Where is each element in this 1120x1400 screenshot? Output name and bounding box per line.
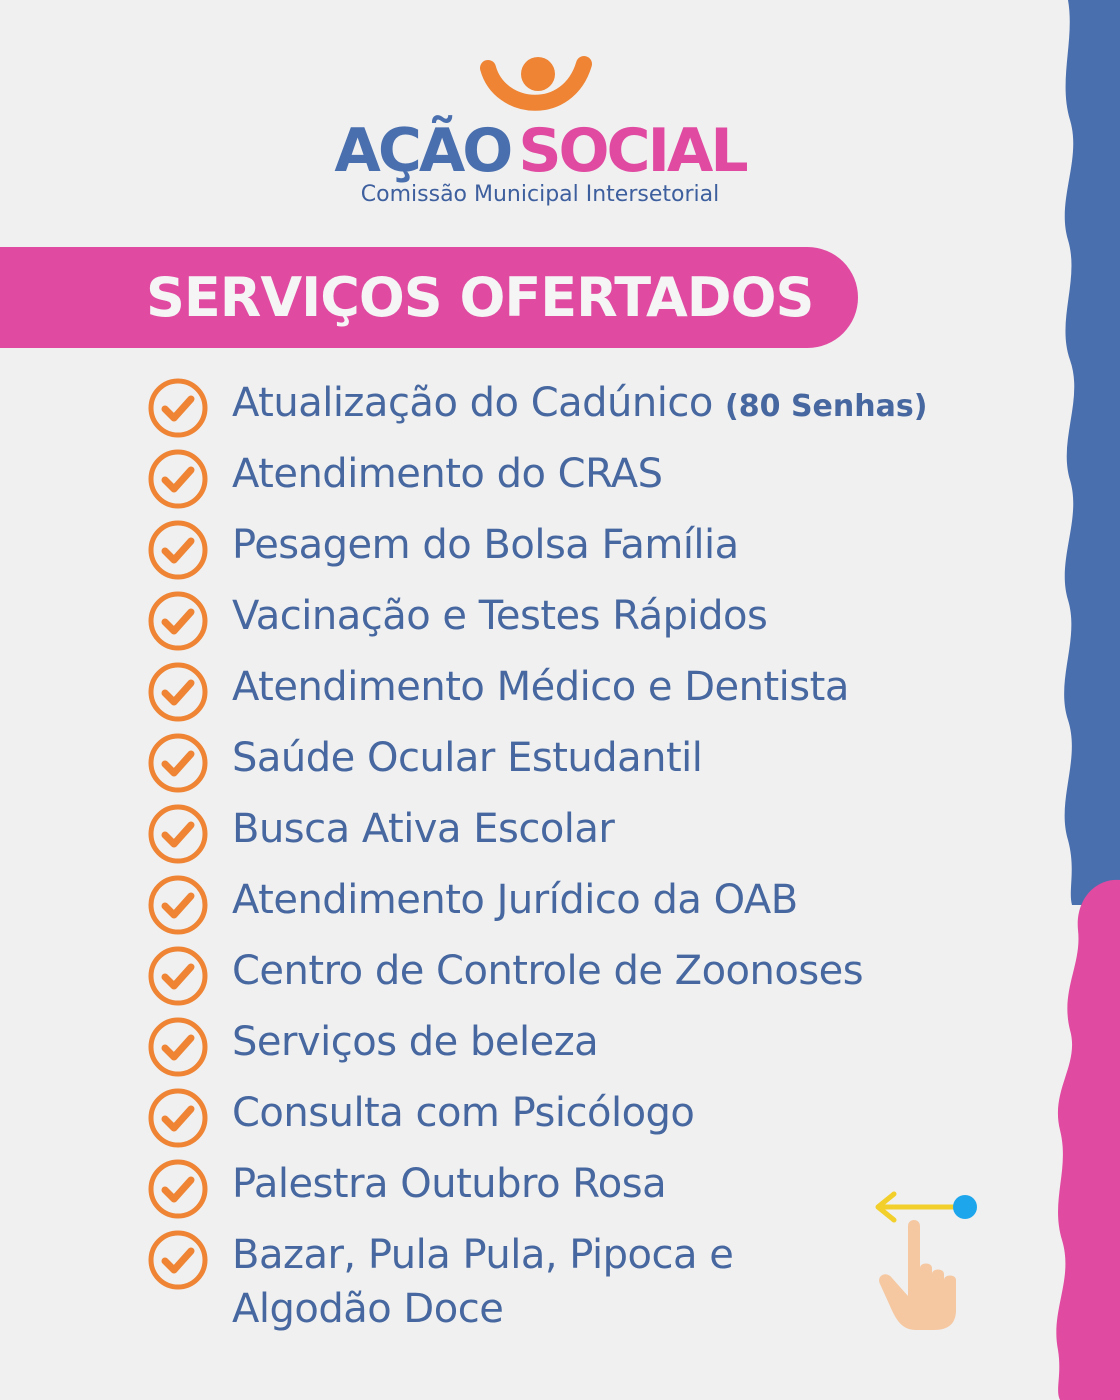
check-circle-icon [146,660,210,724]
check-circle-icon [146,447,210,511]
check-circle-icon [146,873,210,937]
service-label: Consulta com Psicólogo [232,1090,695,1136]
check-circle-icon [146,944,210,1008]
check-circle-icon [146,802,210,866]
service-label [232,1228,733,1336]
service-label: Serviços de beleza [232,1019,599,1065]
list-item [146,372,1036,443]
brand-name [0,118,1080,184]
pink-wave [1056,880,1120,1400]
service-name: Atualização do Cadúnico [232,380,713,426]
service-label: Busca Ativa Escolar [232,806,615,852]
list-item [146,656,1036,727]
service-label: Palestra Outubro Rosa [232,1161,667,1207]
service-label: Saúde Ocular Estudantil [232,735,703,781]
check-circle-icon [146,1228,210,1292]
logo [0,50,1080,208]
person-arms-raised-icon [480,50,600,122]
check-circle-icon [146,1086,210,1150]
services-banner [0,247,858,348]
list-item [146,1011,1036,1082]
service-label: Centro de Controle de Zoonoses [232,948,864,994]
check-circle-icon [146,1015,210,1079]
check-circle-icon [146,589,210,653]
swipe-left-hand-icon [868,1188,988,1338]
service-label: Atendimento Jurídico da OAB [232,877,798,923]
service-label: Pesagem do Bolsa Família [232,522,739,568]
service-label [232,376,927,434]
brand-word-acao: AÇÃO [334,116,511,186]
brand-subtitle: Comissão Municipal Intersetorial [360,182,720,207]
check-circle-icon [146,1157,210,1221]
check-circle-icon [146,376,210,440]
service-label-line1: Bazar, Pula Pula, Pipoca e [232,1232,734,1278]
list-item [146,1082,1036,1153]
service-note: (80 Senhas) [725,389,928,424]
check-circle-icon [146,731,210,795]
list-item [146,727,1036,798]
service-label-line2: Algodão Doce [232,1286,504,1332]
list-item [146,443,1036,514]
list-item [146,514,1036,585]
banner-title: SERVIÇOS OFERTADOS [146,266,814,329]
list-item [146,798,1036,869]
service-label: Atendimento do CRAS [232,451,663,497]
list-item [146,585,1036,656]
check-circle-icon [146,518,210,582]
service-label: Vacinação e Testes Rápidos [232,593,768,639]
list-item [146,869,1036,940]
list-item [146,940,1036,1011]
brand-word-social: SOCIAL [518,116,746,186]
service-label: Atendimento Médico e Dentista [232,664,849,710]
